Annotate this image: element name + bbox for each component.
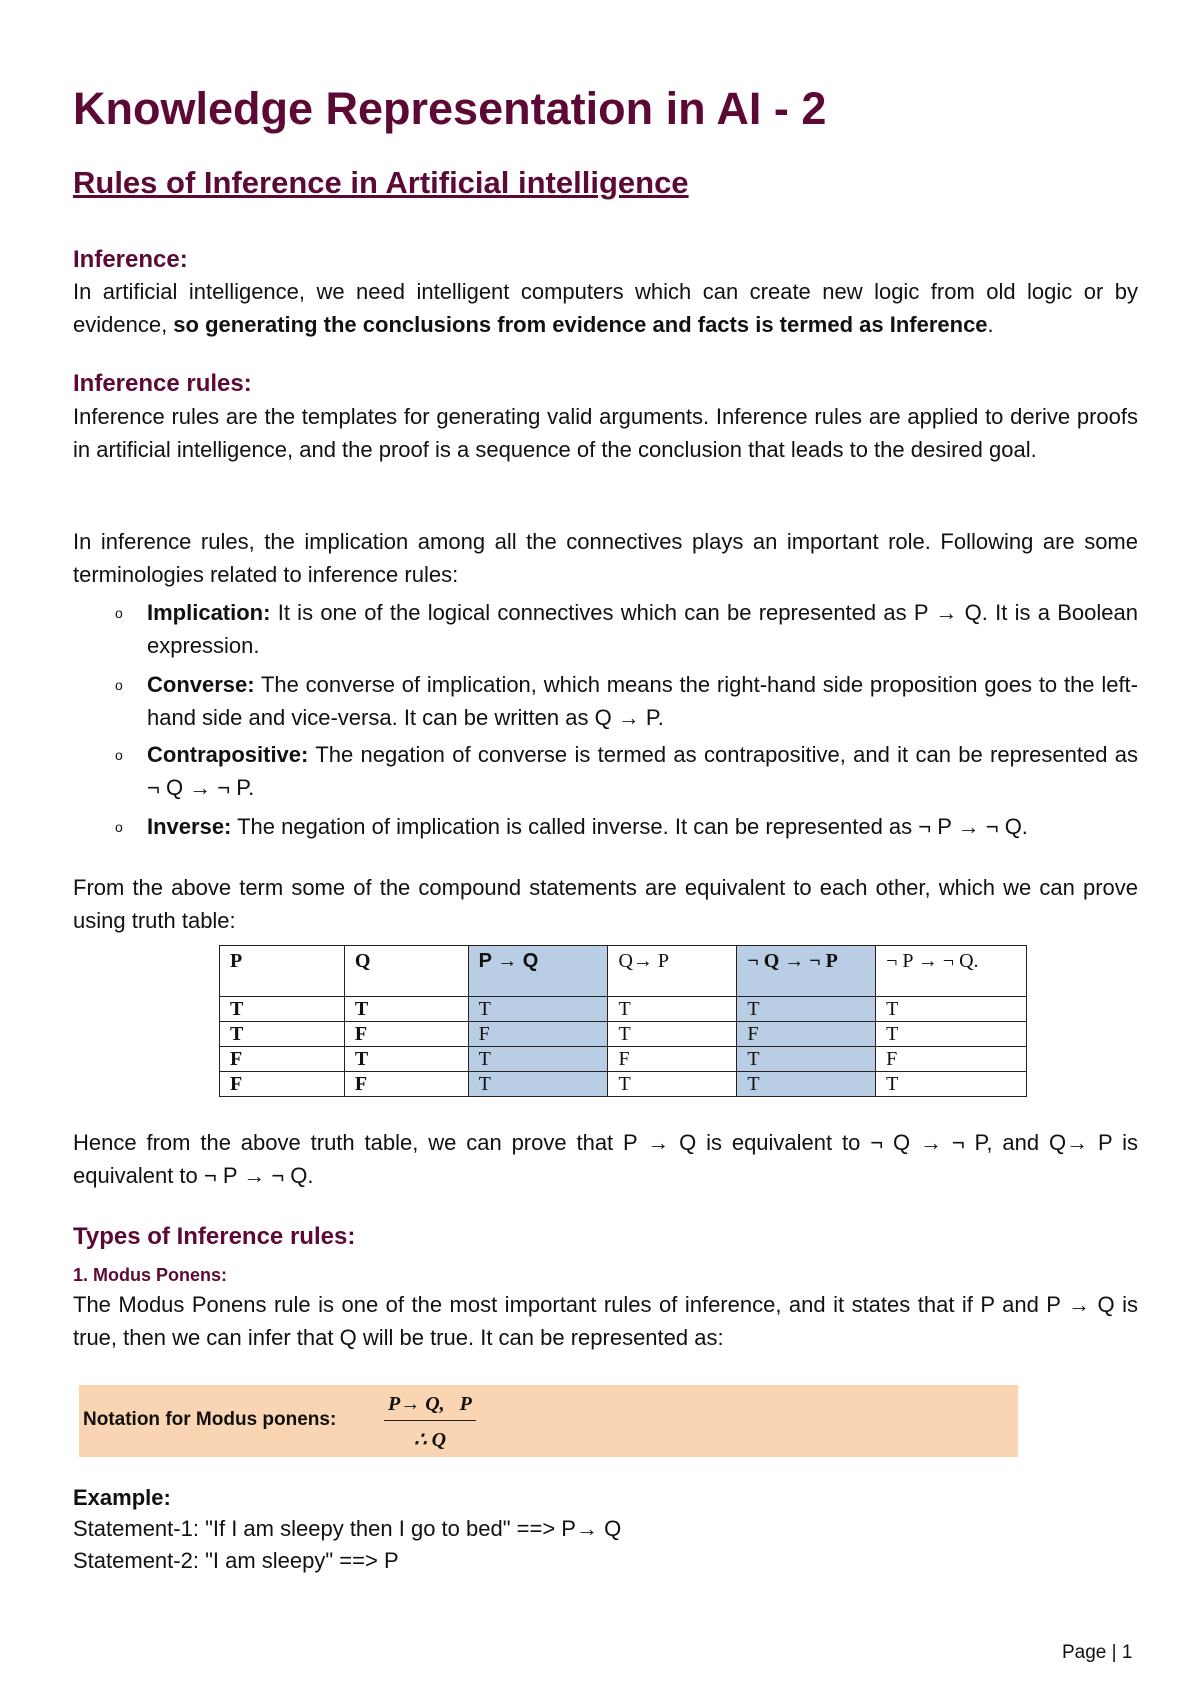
table-row	[220, 1047, 1027, 1072]
table-cell: F	[608, 1047, 737, 1072]
term-text: It is one of the logical connectives which can be represented as P → Q. It is a Boolean expression.	[147, 600, 1138, 658]
table-cell: T	[468, 1072, 608, 1097]
table-cell: T	[876, 1022, 1027, 1047]
inference-rules-heading: Inference rules:	[73, 370, 252, 397]
definition-text: In artificial intelligence, we need intelligent computers which can create new logic from old logic or by evidence,	[73, 279, 1138, 337]
modus-ponens-notation-box	[79, 1385, 1018, 1457]
formula-conclusion: ∴ Q	[413, 1429, 447, 1451]
list-item-implication	[115, 597, 1138, 662]
table-cell: F	[344, 1072, 468, 1097]
bullet-icon: o	[115, 819, 123, 835]
term-label: Contrapositive:	[147, 742, 309, 767]
table-cell: T	[737, 1047, 876, 1072]
modus-ponens-description: The Modus Ponens rule is one of the most important rules of inference, and it states that if P and P → Q is true, then we can infer that Q will be true. It can be represented as:	[73, 1292, 1138, 1350]
header-cell: ¬ P → ¬ Q.	[876, 946, 1027, 997]
definition-end: .	[987, 311, 994, 337]
table-cell: T	[876, 1072, 1027, 1097]
terminology-intro: In inference rules, the implication among all the connectives plays an important role. Following are some terminologies related to inference rules:	[73, 529, 1138, 587]
table-cell: F	[737, 1022, 876, 1047]
page-number: Page | 1	[1062, 1642, 1133, 1663]
table-cell: T	[608, 1022, 737, 1047]
table-cell: T	[737, 997, 876, 1022]
term-label: Converse:	[147, 672, 255, 697]
table-cell: F	[344, 1022, 468, 1047]
table-cell: T	[608, 1072, 737, 1097]
table-cell: T	[344, 1047, 468, 1072]
definition-bold-text: so generating the conclusions from evidence and facts is termed as Inference	[173, 311, 988, 337]
statement-1: Statement-1: "If I am sleepy then I go to bed" ==> P→ Q	[73, 1516, 622, 1541]
table-cell: F	[468, 1022, 608, 1047]
list-item-converse	[115, 669, 1138, 734]
table-cell: T	[737, 1072, 876, 1097]
inference-definition	[73, 276, 1138, 341]
table-cell: F	[220, 1047, 345, 1072]
term-text: The negation of implication is called inverse. It can be represented as ¬ P → ¬ Q.	[231, 814, 1028, 839]
term-text: The converse of implication, which means the right-hand side proposition goes to the left-hand side and vice-versa. It can be written as Q → P.	[147, 672, 1138, 730]
modus-ponens-heading: 1. Modus Ponens:	[73, 1265, 228, 1285]
formula-premises: P→ Q, P	[384, 1393, 476, 1421]
header-cell: P → Q	[468, 946, 608, 997]
notation-formula	[384, 1393, 476, 1452]
header-cell: ¬ Q → ¬ P	[737, 946, 876, 997]
table-cell: T	[468, 1047, 608, 1072]
inference-heading: Inference:	[73, 246, 188, 273]
example-heading: Example:	[73, 1485, 171, 1510]
page-title: Knowledge Representation in AI - 2	[73, 83, 827, 134]
table-row	[220, 1022, 1027, 1047]
truth-table	[219, 945, 1027, 1097]
table-cell: T	[220, 1022, 345, 1047]
header-cell: P	[220, 946, 345, 997]
inference-rules-paragraph: Inference rules are the templates for generating valid arguments. Inference rules are applied to derive proofs in artificial intelligence, and the proof is a sequence of the conclusion that leads to the desired goal.	[73, 404, 1138, 462]
table-cell: T	[608, 997, 737, 1022]
table-cell: T	[344, 997, 468, 1022]
table-cell: F	[876, 1047, 1027, 1072]
table-cell: T	[468, 997, 608, 1022]
bullet-icon: o	[115, 677, 123, 693]
table-cell: T	[220, 997, 345, 1022]
header-cell: Q	[344, 946, 468, 997]
truth-table-intro: From the above term some of the compound statements are equivalent to each other, which we can prove using truth table:	[73, 875, 1138, 933]
header-cell: Q→ P	[608, 946, 737, 997]
table-cell: F	[220, 1072, 345, 1097]
list-item-contrapositive	[115, 739, 1138, 804]
section-title: Rules of Inference in Artificial intelligence	[73, 165, 689, 200]
list-item-inverse	[115, 811, 1138, 844]
term-text: The negation of converse is termed as contrapositive, and it can be represented as ¬ Q → ¬ P.	[147, 742, 1138, 800]
table-header-row	[220, 946, 1027, 997]
table-cell: T	[876, 997, 1027, 1022]
types-heading: Types of Inference rules:	[73, 1223, 356, 1250]
term-label: Inverse:	[147, 814, 232, 839]
table-row	[220, 1072, 1027, 1097]
bullet-icon: o	[115, 605, 123, 621]
table-row	[220, 997, 1027, 1022]
bullet-icon: o	[115, 747, 123, 763]
term-label: Implication:	[147, 600, 271, 625]
statement-2: Statement-2: "I am sleepy" ==> P	[73, 1548, 399, 1573]
notation-label: Notation for Modus ponens:	[83, 1409, 337, 1430]
conclusion-paragraph: Hence from the above truth table, we can prove that P → Q is equivalent to ¬ Q → ¬ P, and Q→ P is equivalent to ¬ P → ¬ Q.	[73, 1130, 1138, 1188]
